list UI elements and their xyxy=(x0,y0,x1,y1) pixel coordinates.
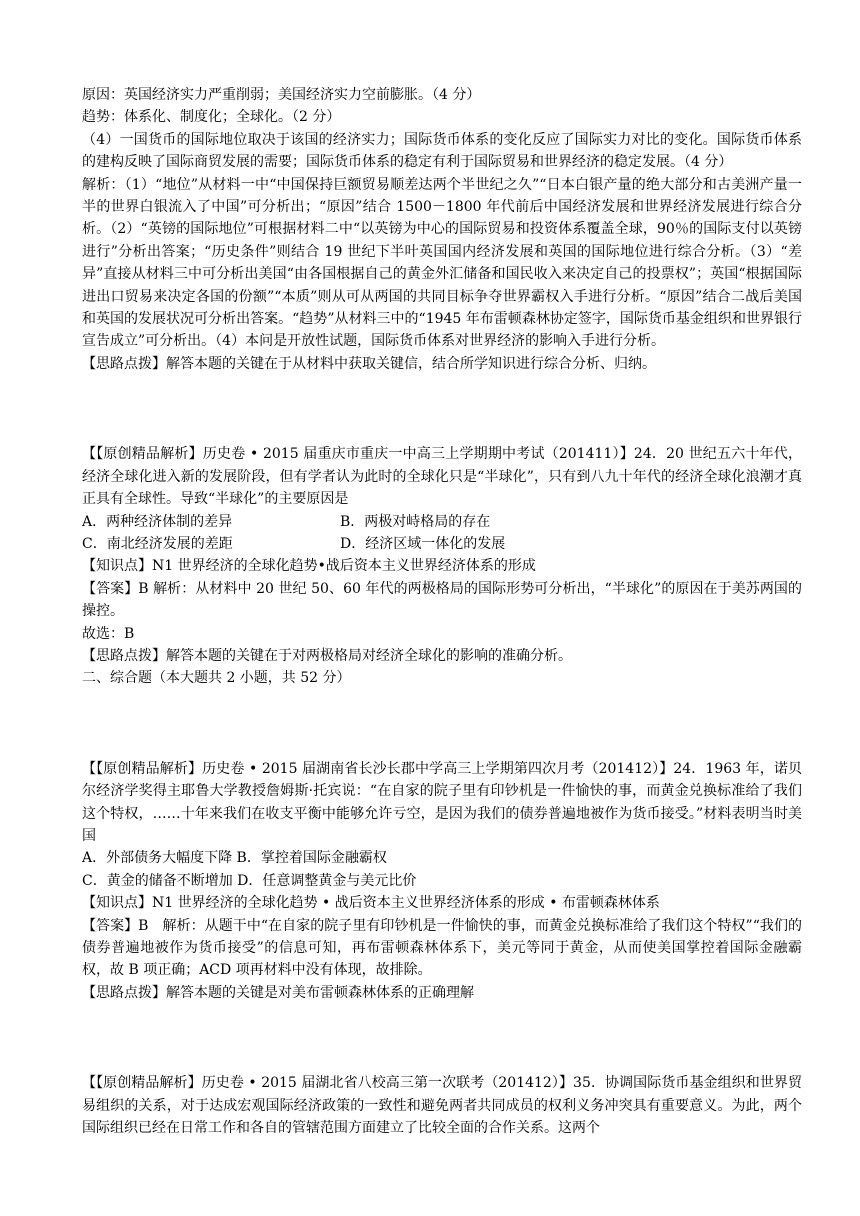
option-c: C．南北经济发展的差距 xyxy=(82,535,233,552)
question-24b-stem: 【【原创精品解析】历史卷 • 2015 届湖南省长沙长郡中学高三上学期第四次月考（201412）】24．1963 年，诺贝尔经济学奖得主耶鲁大学教授詹姆斯·托宾说：“在自家的院子里有印钞机是一件愉快的事，而黄金兑换标准给了我们这个特权，……十年来我们在收支平衡中能够允许亏空，是因为我们的债券普遍地被作为货币接受。”材料表明当时美国 xyxy=(82,760,802,844)
answer-trend: 趋势：体系化、制度化；全球化。（2 分） xyxy=(82,109,341,126)
options-ab: A．外部债务大幅度下降 B．掌控着国际金融霸权 xyxy=(82,850,387,867)
question-24a-options-row2 xyxy=(82,533,802,555)
answer-explanation: 【答案】B 解析：从题干中“在自家的院子里有印钞机是一件愉快的事，而黄金兑换标准给了我们这个特权”“我们的债券普遍地被作为货币接受”的信息可知，再布雷顿森林体系下，美元等同于黄金，从而使美国掌控着国际金融霸权，故 B 项正确；ACD 项再材料中没有体现，故排除。 xyxy=(82,917,802,979)
knowledge-point: 【知识点】N1 世界经济的全球化趋势•战后资本主义世界经济体系的形成 xyxy=(82,558,536,575)
knowledge-point: 【知识点】N1 世界经济的全球化趋势 • 战后资本主义世界经济体系的形成 • 布雷顿森林体系 xyxy=(82,895,660,912)
thinking-tip: 【思路点拨】解答本题的关键在于对两极格局对经济全球化的影响的准确分析。 xyxy=(82,647,572,664)
analysis-paragraph: 解析：（1）“地位”从材料一中“中国保持巨额贸易顺差达两个半世纪之久”“日本白银产量的绝大部分和古美洲产量一半的世界白银流入了中国”可分析出；“原因”结合 1500－1800 年代前后中国经济发展和世界经济发展进行综合分析。（2）“英镑的国际地位”可根据材料二中“以英镑为中心的国际贸易和投资体系覆盖全球，90％的国际支付以英镑进行”分析出答案；“历史条件”则结合 19 世纪下半叶英国国内经济发展和英国的国际地位进行综合分析。（3）“差异”直接从材料三中可分析出美国“由各国根据自己的黄金外汇储备和国民收入来决定自己的投票权”；英国“根据国际进出口贸易来决定各国的份额”“本质”则从可从两国的共同目标争夺世界霸权入手进行分析。“原因”结合二战后美国和英国的发展状况可分析出答案。“趋势”从材料三中的“1945 年布雷顿森林协定签字，国际货币基金组织和世界银行宣告成立”可分析出。（4）本问是开放性试题，国际货币体系对世界经济的影响入手进行分析。 xyxy=(82,176,802,350)
document-page xyxy=(82,84,802,1139)
options-cd: C．黄金的储备不断增加 D．任意调整黄金与美元比价 xyxy=(82,872,417,889)
thinking-tip: 【思路点拨】解答本题的关键是对美布雷顿森林体系的正确理解 xyxy=(82,984,474,1001)
option-d: D．经济区域一体化的发展 xyxy=(340,535,506,552)
thinking-tip: 【思路点拨】解答本题的关键在于从材料中获取关键信，结合所学知识进行综合分析、归纳。 xyxy=(82,355,656,372)
question-24a-options-row1 xyxy=(82,511,802,533)
option-b: B．两极对峙格局的存在 xyxy=(340,513,491,530)
question-24a-stem: 【【原创精品解析】历史卷 • 2015 届重庆市重庆一中高三上学期期中考试（201411）】24．20 世纪五六十年代，经济全球化进入新的发展阶段，但有学者认为此时的全球化只是“半球化”，只有到八九十年代的经济全球化浪潮才真正具有全球性。导致“半球化”的主要原因是 xyxy=(82,446,802,508)
answer-part4: （4）一国货币的国际地位取决于该国的经济实力；国际货币体系的变化反应了国际实力对比的变化。国际货币体系的建构反映了国际商贸发展的需要；国际货币体系的稳定有利于国际贸易和世界经济的稳定发展。（4 分） xyxy=(82,131,802,171)
option-a: A．两种经济体制的差异 xyxy=(82,513,233,530)
question-35-stem: 【【原创精品解析】历史卷 • 2015 届湖北省八校高三第一次联考（201412）】35．协调国际货币基金组织和世界贸易组织的关系，对于达成宏观国际经济政策的一致性和避免两者共同成员的权利义务冲突具有重要意义。为此，两个国际组织已经在日常工作和各自的管辖范围方面建立了比较全面的合作关系。这两个 xyxy=(82,1075,802,1137)
final-choice: 故选：B xyxy=(82,625,135,642)
answer-reason: 原因：英国经济实力严重削弱；美国经济实力空前膨胀。（4 分） xyxy=(82,87,481,103)
answer-explanation: 【答案】B 解析：从材料中 20 世纪 50、60 年代的两极格局的国际形势可分析出，“半球化”的原因在于美苏两国的操控。 xyxy=(82,580,802,620)
section-heading: 二、综合题（本大题共 2 小题，共 52 分） xyxy=(82,670,351,687)
